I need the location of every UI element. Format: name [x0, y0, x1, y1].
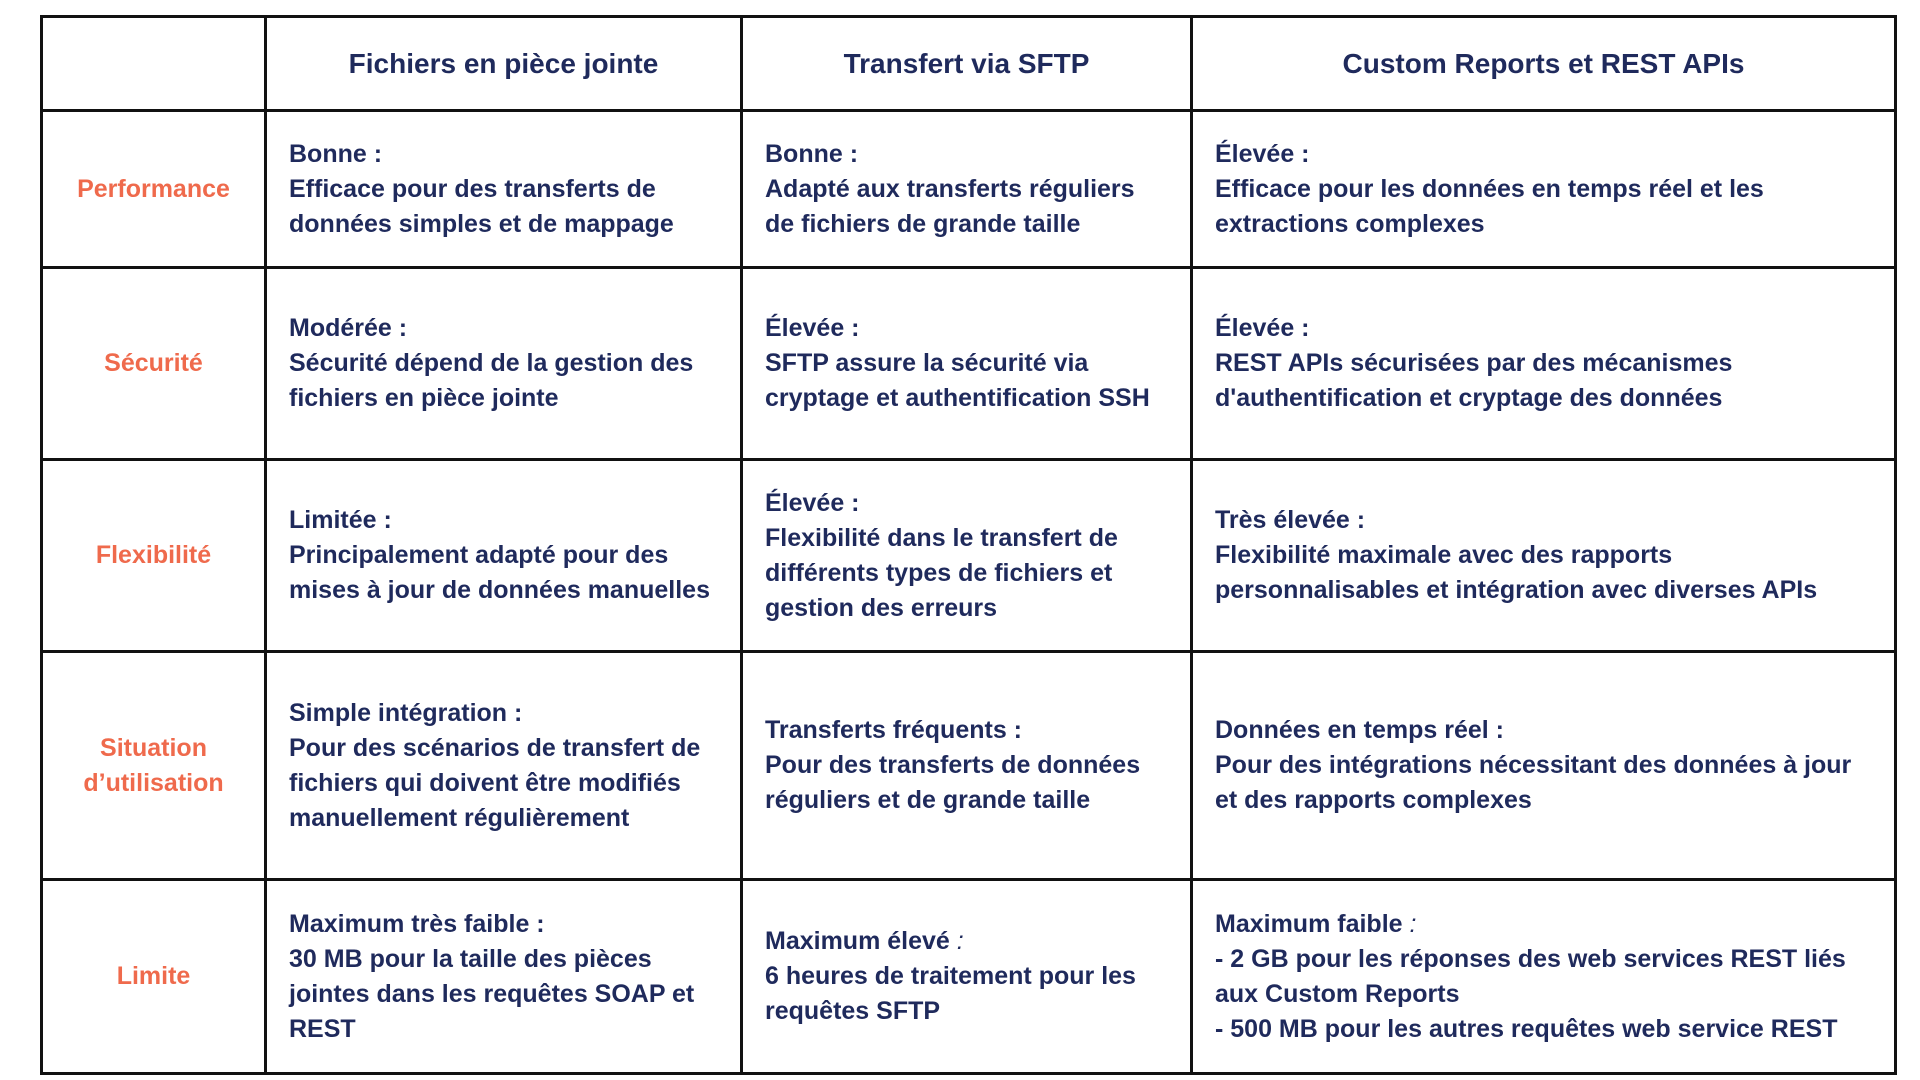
- cell-body: Adapté aux transferts réguliers de fichiers de grande taille: [765, 174, 1135, 238]
- cell-limite-rest-apis: [1192, 880, 1896, 1074]
- cell-title-colon: :: [949, 927, 964, 955]
- cell-body: Efficace pour les données en temps réel et les extractions complexes: [1215, 174, 1764, 238]
- row-label-limite: Limite: [42, 880, 266, 1074]
- cell-flexibilite-sftp: [742, 460, 1192, 652]
- cell-title: Simple intégration :: [289, 698, 523, 727]
- cell-title: Élevée :: [1215, 314, 1310, 342]
- cell-performance-rest-apis: [1192, 111, 1896, 268]
- cell-title: Modérée :: [289, 314, 408, 342]
- cell-title: Données en temps réel :: [1215, 716, 1504, 744]
- cell-body: 30 MB pour la taille des pièces jointes dans les requêtes SOAP et REST: [289, 944, 695, 1043]
- column-header-attachments: Fichiers en pièce jointe: [266, 17, 742, 111]
- cell-title: Maximum très faible :: [289, 909, 545, 938]
- cell-securite-sftp: [742, 268, 1192, 460]
- row-label-performance: Performance: [42, 111, 266, 268]
- cell-body: Flexibilité dans le transfert de différents types de fichiers et gestion des erreurs: [765, 523, 1118, 622]
- cell-body: Efficace pour des transferts de données simples et de mappage: [289, 174, 674, 238]
- cell-securite-rest-apis: [1192, 268, 1896, 460]
- row-label-securite: Sécurité: [42, 268, 266, 460]
- cell-body: REST APIs sécurisées par des mécanismes d'authentification et cryptage des données: [1215, 349, 1733, 412]
- cell-title-main: Maximum faible: [1215, 909, 1403, 938]
- cell-limite-attachments: [266, 880, 742, 1074]
- cell-title: [765, 924, 1168, 959]
- cell-title: Transferts fréquents :: [765, 716, 1023, 744]
- cell-body: Pour des scénarios de transfert de fichiers qui doivent être modifiés manuellement régulièrement: [289, 733, 701, 832]
- cell-body: SFTP assure la sécurité via cryptage et authentification SSH: [765, 349, 1150, 412]
- row-performance: [42, 111, 1896, 268]
- comparison-table: [40, 15, 1897, 1075]
- cell-situation-rest-apis: [1192, 652, 1896, 880]
- cell-title-colon: :: [1402, 909, 1417, 938]
- cell-performance-sftp: [742, 111, 1192, 268]
- cell-situation-attachments: [266, 652, 742, 880]
- column-header-sftp: Transfert via SFTP: [742, 17, 1192, 111]
- row-flexibilite: [42, 460, 1896, 652]
- cell-title: Élevée :: [765, 488, 860, 517]
- cell-body-line: - 500 MB pour les autres requêtes web service REST: [1215, 1014, 1838, 1043]
- cell-securite-attachments: [266, 268, 742, 460]
- cell-title-main: Maximum élevé: [765, 927, 950, 955]
- cell-body: Sécurité dépend de la gestion des fichiers en pièce jointe: [289, 349, 694, 412]
- cell-title: Très élevée :: [1215, 506, 1366, 534]
- cell-body: Principalement adapté pour des mises à jour de données manuelles: [289, 541, 710, 604]
- cell-title: Élevée :: [1215, 139, 1310, 168]
- cell-limite-sftp: [742, 880, 1192, 1074]
- cell-body-line: - 2 GB pour les réponses des web services REST liés aux Custom Reports: [1215, 944, 1846, 1008]
- cell-body: Pour des transferts de données réguliers et de grande taille: [765, 751, 1141, 814]
- row-situation: [42, 652, 1896, 880]
- cell-title: Élevée :: [765, 314, 860, 342]
- column-header-rest-apis: Custom Reports et REST APIs: [1192, 17, 1896, 111]
- cell-situation-sftp: [742, 652, 1192, 880]
- cell-performance-attachments: [266, 111, 742, 268]
- cell-flexibilite-attachments: [266, 460, 742, 652]
- cell-body: [1215, 942, 1872, 1047]
- cell-title: Limitée :: [289, 506, 392, 534]
- cell-title: [1215, 907, 1872, 942]
- cell-flexibilite-rest-apis: [1192, 460, 1896, 652]
- cell-body: Flexibilité maximale avec des rapports personnalisables et intégration avec diverses APIs: [1215, 541, 1818, 604]
- row-label-situation: Situation d’utilisation: [42, 652, 266, 880]
- cell-body: 6 heures de traitement pour les requêtes SFTP: [765, 962, 1136, 1025]
- header-empty-cell: [42, 17, 266, 111]
- row-securite: [42, 268, 1896, 460]
- cell-title: Bonne :: [765, 139, 859, 168]
- header-row: [42, 17, 1896, 111]
- row-label-flexibilite: Flexibilité: [42, 460, 266, 652]
- row-limite: [42, 880, 1896, 1074]
- cell-body: Pour des intégrations nécessitant des données à jour et des rapports complexes: [1215, 751, 1852, 814]
- cell-title: Bonne :: [289, 139, 383, 168]
